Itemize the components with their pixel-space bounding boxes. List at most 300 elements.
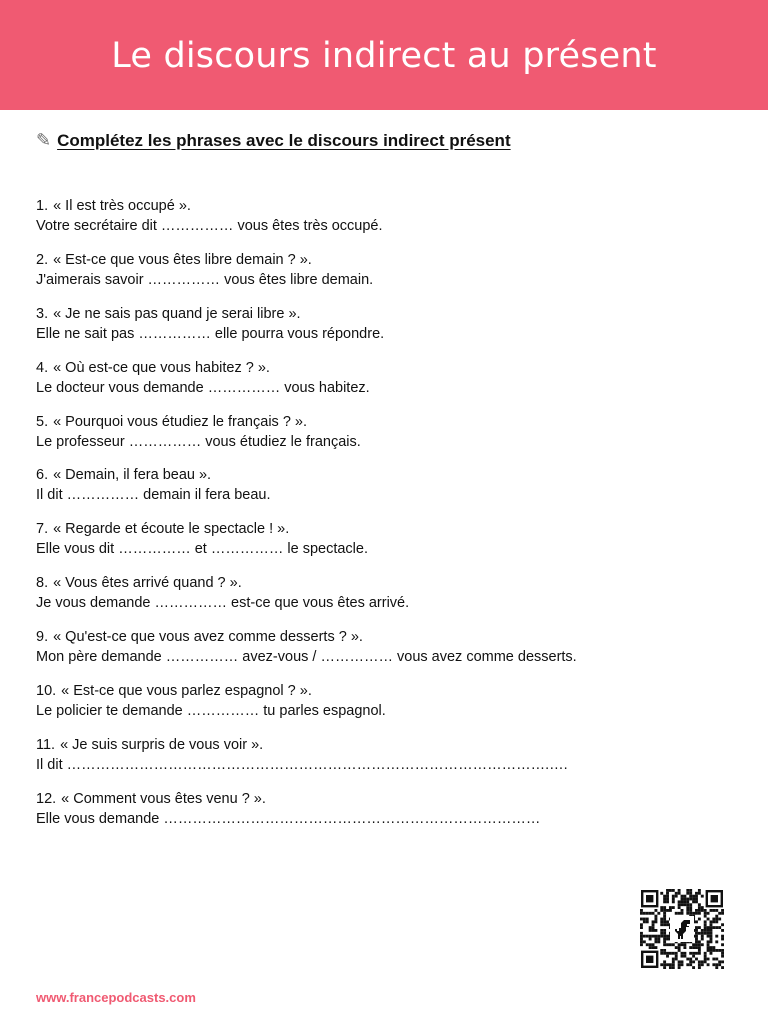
qr-module xyxy=(643,940,646,943)
qr-module xyxy=(695,892,698,895)
qr-module xyxy=(660,963,663,966)
qr-module xyxy=(721,912,724,915)
qr-module xyxy=(654,915,657,918)
qr-module xyxy=(663,949,666,952)
exercise-question xyxy=(36,250,736,270)
qr-module xyxy=(657,935,660,938)
qr-module xyxy=(721,955,724,958)
question-text: « Je suis surpris de vous voir ». xyxy=(60,736,264,753)
exercise-answer: Le professeur …………… vous étudiez le français. xyxy=(36,433,361,450)
qr-module xyxy=(640,938,643,941)
question-text: « Est-ce que vous êtes libre demain ? ». xyxy=(53,251,312,268)
qr-module xyxy=(704,909,707,912)
qr-module xyxy=(675,892,678,895)
qr-module xyxy=(715,920,718,923)
qr-module xyxy=(672,889,675,892)
qr-module xyxy=(695,900,698,903)
qr-module xyxy=(698,946,701,949)
qr-module xyxy=(698,926,701,929)
qr-module xyxy=(704,915,707,918)
qr-module xyxy=(686,889,689,892)
qr-module xyxy=(715,966,718,969)
qr-module xyxy=(701,909,704,912)
qr-module xyxy=(683,943,686,946)
qr-module xyxy=(663,935,666,938)
qr-module xyxy=(663,929,666,932)
qr-module xyxy=(695,940,698,943)
qr-module xyxy=(657,938,660,941)
qr-module xyxy=(640,909,643,912)
qr-module xyxy=(683,952,686,955)
qr-module xyxy=(666,943,669,946)
qr-module xyxy=(660,929,663,932)
qr-module xyxy=(654,920,657,923)
qr-module xyxy=(678,889,681,892)
qr-module xyxy=(663,963,666,966)
qr-module xyxy=(686,906,689,909)
qr-module xyxy=(649,946,652,949)
qr-module xyxy=(715,926,718,929)
qr-module xyxy=(683,898,686,901)
qr-module xyxy=(663,932,666,935)
qr-module xyxy=(666,923,669,926)
exercise-question xyxy=(36,681,736,701)
qr-module xyxy=(689,960,692,963)
qr-module xyxy=(681,955,684,958)
exercise-answer: Le policier te demande …………… tu parles espagnol. xyxy=(36,703,386,720)
qr-module xyxy=(678,906,681,909)
qr-module xyxy=(686,900,689,903)
exercise-answer: Je vous demande …………… est-ce que vous êtes arrivé. xyxy=(36,595,410,612)
qr-module xyxy=(678,963,681,966)
qr-module xyxy=(640,932,643,935)
qr-module xyxy=(666,963,669,966)
qr-module xyxy=(707,949,710,952)
qr-module xyxy=(646,918,649,921)
qr-module xyxy=(663,895,666,898)
exercise-7 xyxy=(36,519,736,573)
qr-module xyxy=(698,966,701,969)
qr-module xyxy=(695,920,698,923)
qr-module xyxy=(692,955,695,958)
qr-module xyxy=(649,943,652,946)
qr-module xyxy=(698,892,701,895)
qr-module xyxy=(643,912,646,915)
qr-module xyxy=(712,920,715,923)
qr-module xyxy=(663,912,666,915)
qr-code-icon xyxy=(640,889,724,969)
exercise-3 xyxy=(36,304,736,358)
qr-module xyxy=(698,912,701,915)
exercise-5 xyxy=(36,412,736,466)
qr-module xyxy=(695,926,698,929)
exercise-12 xyxy=(36,789,736,843)
qr-module xyxy=(666,920,669,923)
qr-module xyxy=(652,912,655,915)
exercise-question xyxy=(36,412,736,432)
exercise-question xyxy=(36,789,736,809)
qr-module xyxy=(649,929,652,932)
exercise-number: 10. xyxy=(36,683,57,700)
qr-module xyxy=(715,958,718,961)
qr-module xyxy=(712,958,715,961)
qr-module xyxy=(678,892,681,895)
qr-module xyxy=(721,935,724,938)
qr-module xyxy=(678,912,681,915)
qr-module xyxy=(701,895,704,898)
exercise-number: 4. xyxy=(36,359,49,376)
qr-module xyxy=(683,900,686,903)
exercise-answer: Mon père demande …………… avez-vous / …………… vous avez comme desserts. xyxy=(36,649,577,666)
exercise-number: 9. xyxy=(36,629,49,646)
qr-module xyxy=(704,920,707,923)
exercise-answer: Elle vous demande …………………………………………………………………… xyxy=(36,810,541,827)
qr-module xyxy=(718,926,721,929)
qr-module xyxy=(666,900,669,903)
qr-module xyxy=(666,935,669,938)
question-text: « Qu'est-ce que vous avez comme desserts ? ». xyxy=(53,629,363,646)
exercise-number: 6. xyxy=(36,467,49,484)
qr-module xyxy=(721,909,724,912)
qr-module xyxy=(666,938,669,941)
qr-module xyxy=(640,918,643,921)
exercise-number: 2. xyxy=(36,251,49,268)
exercise-2 xyxy=(36,250,736,304)
qr-module xyxy=(704,952,707,955)
qr-module xyxy=(721,960,724,963)
qr-module xyxy=(657,912,660,915)
qr-module xyxy=(681,903,684,906)
page-title: Le discours indirect au présent xyxy=(111,36,657,76)
qr-module xyxy=(672,960,675,963)
qr-module xyxy=(701,932,704,935)
instruction-text: Complétez les phrases avec le discours indirect présent xyxy=(57,130,511,150)
exercise-question xyxy=(36,465,736,485)
qr-module xyxy=(712,909,715,912)
qr-module xyxy=(721,943,724,946)
qr-module xyxy=(652,935,655,938)
qr-module xyxy=(704,932,707,935)
qr-module xyxy=(643,918,646,921)
qr-module xyxy=(663,920,666,923)
qr-module xyxy=(707,958,710,961)
qr-module xyxy=(666,909,669,912)
qr-module xyxy=(692,912,695,915)
qr-module xyxy=(649,926,652,929)
qr-module xyxy=(689,909,692,912)
qr-module xyxy=(666,889,669,892)
qr-module xyxy=(695,898,698,901)
qr-module xyxy=(669,906,672,909)
qr-module xyxy=(660,952,663,955)
qr-module xyxy=(715,915,718,918)
qr-module xyxy=(718,949,721,952)
website-link[interactable]: www.francepodcasts.com xyxy=(36,990,196,1005)
qr-module xyxy=(715,909,718,912)
qr-module xyxy=(686,892,689,895)
qr-module xyxy=(704,955,707,958)
qr-module xyxy=(698,963,701,966)
qr-module xyxy=(646,912,649,915)
qr-module xyxy=(698,940,701,943)
question-text: « Il est très occupé ». xyxy=(53,198,191,214)
qr-module xyxy=(695,958,698,961)
qr-module xyxy=(646,943,649,946)
qr-module xyxy=(692,952,695,955)
exercise-10 xyxy=(36,681,736,735)
qr-module xyxy=(695,952,698,955)
qr-module xyxy=(666,952,669,955)
qr-module xyxy=(707,943,710,946)
qr-module xyxy=(672,943,675,946)
qr-module xyxy=(704,929,707,932)
qr-module xyxy=(675,958,678,961)
qr-module xyxy=(663,909,666,912)
qr-module xyxy=(683,955,686,958)
qr-module xyxy=(710,909,713,912)
qr-module xyxy=(707,918,710,921)
qr-module xyxy=(718,963,721,966)
qr-module xyxy=(660,892,663,895)
qr-module xyxy=(657,940,660,943)
qr-module xyxy=(649,938,652,941)
qr-module xyxy=(701,906,704,909)
qr-module xyxy=(701,963,704,966)
qr-module xyxy=(707,946,710,949)
qr-module xyxy=(715,949,718,952)
qr-module xyxy=(712,949,715,952)
exercise-8 xyxy=(36,573,736,627)
qr-module xyxy=(704,923,707,926)
qr-module xyxy=(663,906,666,909)
qr-module xyxy=(686,958,689,961)
qr-module xyxy=(663,915,666,918)
qr-module xyxy=(663,940,666,943)
qr-module xyxy=(672,963,675,966)
qr-module xyxy=(701,929,704,932)
qr-module xyxy=(675,895,678,898)
instruction xyxy=(36,130,511,151)
qr-module xyxy=(698,918,701,921)
qr-module xyxy=(654,909,657,912)
qr-module xyxy=(698,889,701,892)
exercise-question xyxy=(36,196,736,216)
qr-module xyxy=(710,932,713,935)
qr-module xyxy=(712,963,715,966)
qr-module xyxy=(652,946,655,949)
qr-module xyxy=(669,952,672,955)
qr-module xyxy=(669,889,672,892)
qr-module xyxy=(649,912,652,915)
qr-module xyxy=(698,949,701,952)
qr-module xyxy=(678,946,681,949)
exercise-6 xyxy=(36,465,736,519)
qr-module xyxy=(660,949,663,952)
qr-module xyxy=(652,926,655,929)
qr-module xyxy=(686,912,689,915)
exercise-number: 12. xyxy=(36,790,57,807)
qr-module xyxy=(663,952,666,955)
qr-module xyxy=(672,958,675,961)
qr-module xyxy=(721,929,724,932)
qr-module xyxy=(721,949,724,952)
qr-module xyxy=(663,898,666,901)
qr-module xyxy=(707,926,710,929)
qr-module xyxy=(689,963,692,966)
exercise-1 xyxy=(36,196,736,250)
qr-module xyxy=(715,963,718,966)
question-text: « Comment vous êtes venu ? ». xyxy=(61,790,266,807)
exercise-question xyxy=(36,735,736,755)
qr-module xyxy=(715,940,718,943)
qr-module xyxy=(686,963,689,966)
exercise-9 xyxy=(36,627,736,681)
qr-module xyxy=(689,895,692,898)
qr-module xyxy=(689,906,692,909)
qr-module xyxy=(707,935,710,938)
qr-module xyxy=(663,923,666,926)
exercise-answer: Elle ne sait pas …………… elle pourra vous répondre. xyxy=(36,325,385,342)
qr-module xyxy=(686,903,689,906)
qr-module xyxy=(707,929,710,932)
qr-module xyxy=(689,912,692,915)
qr-module xyxy=(675,952,678,955)
exercise-answer: Votre secrétaire dit …………… vous êtes très occupé. xyxy=(36,218,383,234)
qr-module xyxy=(686,909,689,912)
qr-module xyxy=(710,938,713,941)
exercise-number: 3. xyxy=(36,305,49,322)
qr-module xyxy=(683,946,686,949)
qr-module xyxy=(695,909,698,912)
qr-module xyxy=(672,895,675,898)
qr-module xyxy=(663,938,666,941)
qr-module xyxy=(678,900,681,903)
qr-module xyxy=(672,952,675,955)
qr-module xyxy=(695,943,698,946)
question-text: « Est-ce que vous parlez espagnol ? ». xyxy=(61,683,312,700)
qr-module xyxy=(710,926,713,929)
qr-module xyxy=(692,960,695,963)
qr-module xyxy=(689,889,692,892)
qr-module xyxy=(695,929,698,932)
exercise-number: 5. xyxy=(36,413,49,430)
qr-module xyxy=(654,918,657,921)
qr-module xyxy=(692,946,695,949)
qr-module xyxy=(710,920,713,923)
qr-module xyxy=(675,955,678,958)
exercise-question xyxy=(36,573,736,593)
qr-module xyxy=(681,895,684,898)
qr-module xyxy=(669,966,672,969)
qr-module xyxy=(712,918,715,921)
qr-module xyxy=(701,938,704,941)
qr-module xyxy=(686,898,689,901)
qr-module xyxy=(698,909,701,912)
question-text: « Je ne sais pas quand je serai libre ». xyxy=(53,305,301,322)
qr-module xyxy=(681,909,684,912)
qr-module xyxy=(678,966,681,969)
qr-module xyxy=(681,900,684,903)
qr-module xyxy=(689,958,692,961)
qr-module xyxy=(640,923,643,926)
qr-module xyxy=(643,935,646,938)
qr-module xyxy=(660,906,663,909)
qr-module xyxy=(695,932,698,935)
qr-module xyxy=(683,903,686,906)
qr-module xyxy=(669,909,672,912)
qr-module xyxy=(721,923,724,926)
qr-module xyxy=(698,943,701,946)
qr-module xyxy=(710,923,713,926)
qr-module xyxy=(654,946,657,949)
dinosaur-icon xyxy=(670,916,694,942)
qr-module xyxy=(692,966,695,969)
exercise-question xyxy=(36,358,736,378)
qr-module xyxy=(704,926,707,929)
qr-module xyxy=(649,935,652,938)
question-text: « Vous êtes arrivé quand ? ». xyxy=(53,575,242,592)
qr-module xyxy=(678,943,681,946)
qr-module xyxy=(643,920,646,923)
qr-module xyxy=(707,932,710,935)
qr-module xyxy=(701,960,704,963)
exercise-answer: Elle vous dit …………… et …………… le spectacle. xyxy=(36,541,368,558)
qr-module xyxy=(695,935,698,938)
qr-module xyxy=(712,946,715,949)
exercise-question xyxy=(36,627,736,647)
qr-module xyxy=(689,892,692,895)
qr-module xyxy=(640,940,643,943)
qr-module xyxy=(681,943,684,946)
qr-module xyxy=(710,949,713,952)
qr-module xyxy=(681,960,684,963)
qr-module xyxy=(666,895,669,898)
qr-module xyxy=(712,926,715,929)
qr-module xyxy=(666,892,669,895)
qr-module xyxy=(654,940,657,943)
qr-module xyxy=(672,898,675,901)
question-text: « Où est-ce que vous habitez ? ». xyxy=(53,359,270,376)
qr-module xyxy=(695,946,698,949)
pencil-icon: ✎ xyxy=(36,130,52,150)
qr-module xyxy=(707,963,710,966)
qr-module xyxy=(666,898,669,901)
qr-module xyxy=(663,943,666,946)
exercise-number: 1. xyxy=(36,198,49,214)
qr-module xyxy=(698,952,701,955)
exercise-number: 11. xyxy=(36,736,56,753)
qr-module xyxy=(681,963,684,966)
qr-module xyxy=(672,900,675,903)
qr-module xyxy=(663,960,666,963)
qr-module xyxy=(669,943,672,946)
qr-module xyxy=(640,943,643,946)
qr-module xyxy=(698,960,701,963)
qr-module xyxy=(707,912,710,915)
qr-module xyxy=(660,918,663,921)
qr-module xyxy=(689,898,692,901)
qr-module xyxy=(710,946,713,949)
qr-module xyxy=(654,935,657,938)
qr-module xyxy=(640,935,643,938)
qr-module xyxy=(652,929,655,932)
qr-module xyxy=(663,918,666,921)
qr-module xyxy=(672,906,675,909)
qr-module xyxy=(678,903,681,906)
qr-module xyxy=(701,935,704,938)
question-text: « Pourquoi vous étudiez le français ? ». xyxy=(53,413,307,430)
qr-module xyxy=(660,923,663,926)
